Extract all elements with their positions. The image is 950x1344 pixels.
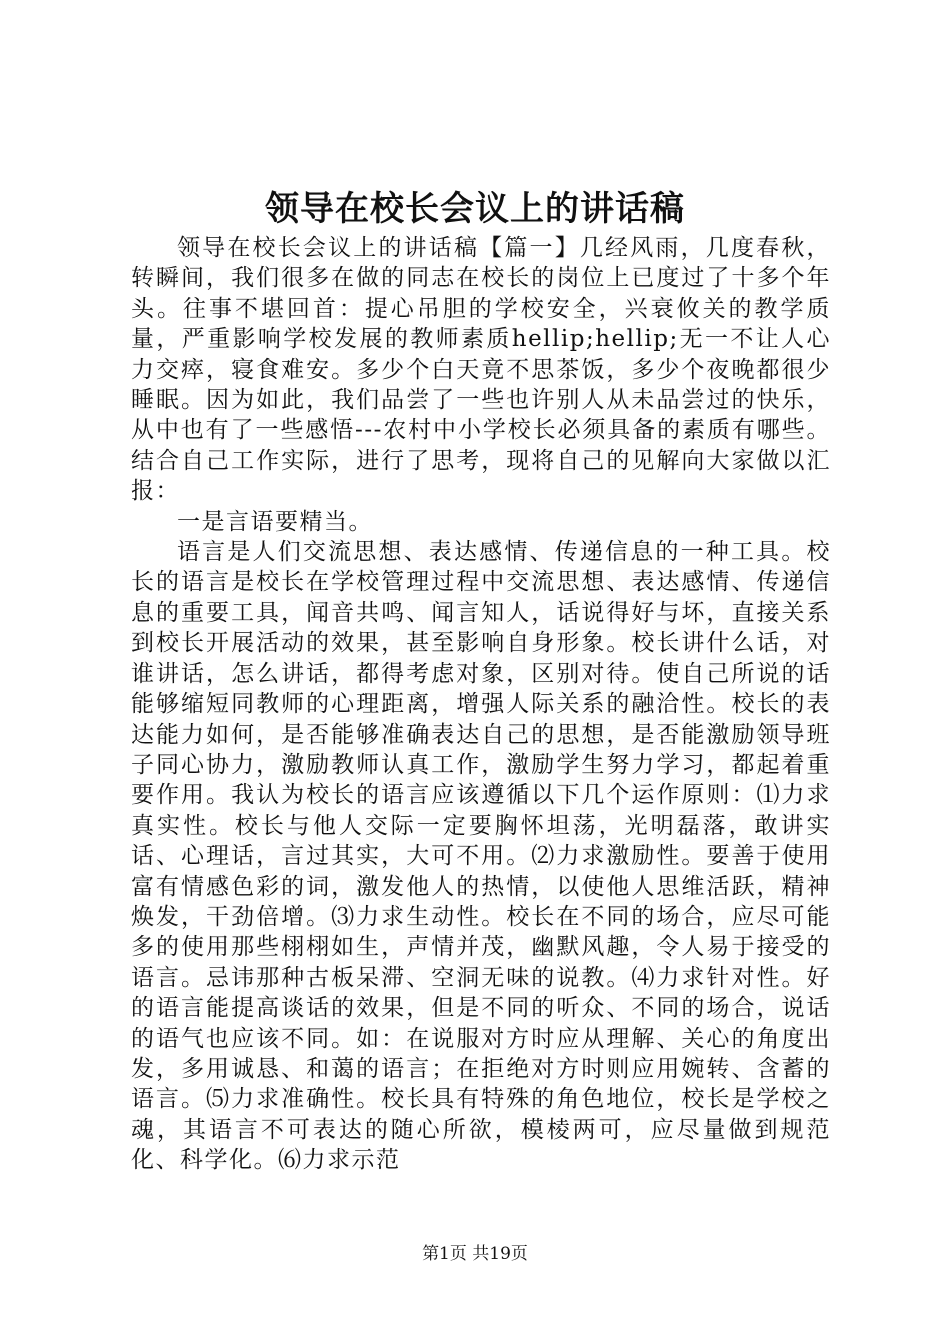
paragraph-intro: 领导在校长会议上的讲话稿【篇一】几经风雨，几度春秋，转瞬间，我们很多在做的同志在校长的岗位上已度过了十多个年头。往事不堪回首：提心吊胆的学校安全，兴衰攸关的教学质量，严重影响学校发展的教师素质hellip;hellip;无一不让人心力交瘁，寝食难安。多少个白天竟不思茶饭，多少个夜晚都很少睡眠。因为如此，我们品尝了一些也许别人从未品尝过的快乐，从中也有了一些感悟---农村中小学校长必须具备的素质有哪些。结合自己工作实际，进行了思考，现将自己的见解向大家做以汇报：	[131, 235, 831, 505]
page-number-footer: 第1页 共19页	[422, 1244, 528, 1264]
paragraph-language: 语言是人们交流思想、表达感情、传递信息的一种工具。校长的语言是校长在学校管理过程中交流思想、表达感情、传递信息的重要工具，闻音共鸣、闻言知人，话说得好与坏，直接关系到校长开展活动的效果，甚至影响自身形象。校长讲什么话，对谁讲话，怎么讲话，都得考虑对象，区别对待。使自己所说的话能够缩短同教师的心理距离，增强人际关系的融洽性。校长的表达能力如何，是否能够准确表达自己的思想，是否能激励领导班子同心协力，激励教师认真工作，激励学生努力学习，都起着重要作用。我认为校长的语言应该遵循以下几个运作原则：⑴力求真实性。校长与他人交际一定要胸怀坦荡，光明磊落，敢讲实话、心理话，言过其实，大可不用。⑵力求激励性。要善于使用富有情感色彩的词，激发他人的热情，以使他人思维活跃，精神焕发，干劲倍增。⑶力求生动性。校长在不同的场合，应尽可能多的使用那些栩栩如生，声情并茂，幽默风趣，令人易于接受的语言。忌讳那种古板呆滞、空洞无味的说教。⑷力求针对性。好的语言能提高谈话的效果，但是不同的听众、不同的场合，说话的语气也应该不同。如：在说服对方时应从理解、关心的角度出发，多用诚恳、和蔼的语言；在拒绝对方时则应用婉转、含蓄的语言。⑸力求准确性。校长具有特殊的角色地位，校长是学校之魂，其语言不可表达的随心所欲，模棱两可，应尽量做到规范化、科学化。⑹力求示范	[131, 539, 831, 1174]
paragraph-heading-one: 一是言语要精当。	[177, 508, 373, 535]
document-body	[131, 233, 831, 1176]
document-title: 领导在校长会议上的讲话稿	[265, 189, 685, 229]
